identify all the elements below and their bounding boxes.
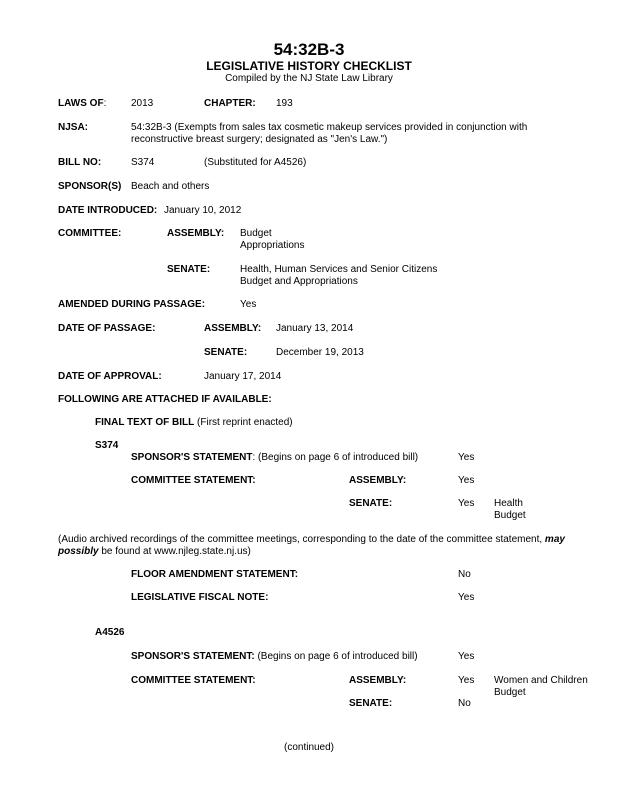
njsa-label: NJSA: bbox=[58, 122, 89, 133]
passage-senate-value: December 19, 2013 bbox=[276, 347, 364, 358]
sponsor-label: SPONSOR(S) bbox=[58, 181, 122, 192]
committee-assembly-1: Budget bbox=[240, 228, 272, 239]
sponsor-value: Beach and others bbox=[131, 181, 210, 192]
s374-assembly-label: ASSEMBLY: bbox=[349, 475, 407, 486]
final-text-note: (First reprint enacted) bbox=[197, 417, 293, 428]
committee-assembly-label: ASSEMBLY: bbox=[167, 228, 225, 239]
a4526-heading: A4526 bbox=[95, 627, 125, 638]
bill-no-label: BILL NO: bbox=[58, 157, 102, 168]
s374-committee-label: COMMITTEE STATEMENT: bbox=[131, 475, 256, 486]
amended-value: Yes bbox=[240, 299, 257, 310]
approval-value: January 17, 2014 bbox=[204, 371, 282, 382]
amended-label: AMENDED DURING PASSAGE: bbox=[58, 299, 206, 310]
a4526-senate-value: No bbox=[458, 698, 471, 709]
laws-of-label: LAWS OF: bbox=[58, 98, 107, 109]
committee-senate-label: SENATE: bbox=[167, 264, 211, 275]
bill-no-value: S374 bbox=[131, 157, 155, 168]
committee-senate-2: Budget and Appropriations bbox=[240, 276, 358, 287]
a4526-sponsor-value: Yes bbox=[458, 651, 475, 662]
a4526-assembly-committee-1: Women and Children bbox=[494, 675, 588, 686]
s374-sponsor-value: Yes bbox=[458, 452, 475, 463]
compiled-by: Compiled by the NJ State Law Library bbox=[225, 73, 393, 84]
committee-label: COMMITTEE: bbox=[58, 228, 122, 239]
date-introduced-label: DATE INTRODUCED: bbox=[58, 205, 158, 216]
chapter-value: 193 bbox=[276, 98, 293, 109]
audio-archive-note: (Audio archived recordings of the committee meetings, corresponding to the date of the committee statement, may possibly be found at www.njleg.state.nj.us) bbox=[58, 534, 565, 557]
passage-assembly-value: January 13, 2014 bbox=[276, 323, 354, 334]
chapter-label: CHAPTER: bbox=[204, 98, 256, 109]
a4526-assembly-committee-2: Budget bbox=[494, 687, 526, 698]
continued-footer: (continued) bbox=[283, 742, 335, 753]
s374-heading: S374 bbox=[95, 440, 119, 451]
s374-senate-committee-1: Health bbox=[494, 498, 523, 509]
page-subtitle: LEGISLATIVE HISTORY CHECKLIST bbox=[206, 59, 412, 73]
fiscal-note-value: Yes bbox=[458, 592, 475, 603]
fiscal-note-label: LEGISLATIVE FISCAL NOTE: bbox=[131, 592, 269, 603]
floor-amendment-value: No bbox=[458, 569, 471, 580]
page-title: 54:32B-3 bbox=[273, 40, 345, 59]
s374-senate-value: Yes bbox=[458, 498, 475, 509]
passage-label: DATE OF PASSAGE: bbox=[58, 323, 156, 334]
bill-substitution-note: (Substituted for A4526) bbox=[204, 157, 307, 168]
passage-senate-label: SENATE: bbox=[204, 347, 248, 358]
final-text-line bbox=[95, 417, 293, 429]
a4526-assembly-value: Yes bbox=[458, 675, 475, 686]
a4526-assembly-label: ASSEMBLY: bbox=[349, 675, 407, 686]
committee-assembly-2: Appropriations bbox=[240, 240, 305, 251]
floor-amendment-label: FLOOR AMENDMENT STATEMENT: bbox=[131, 569, 299, 580]
s374-assembly-value: Yes bbox=[458, 475, 475, 486]
passage-assembly-label: ASSEMBLY: bbox=[204, 323, 262, 334]
attached-heading: FOLLOWING ARE ATTACHED IF AVAILABLE: bbox=[58, 394, 272, 405]
laws-of-value: 2013 bbox=[131, 98, 154, 109]
final-text-label: FINAL TEXT OF BILL bbox=[95, 417, 195, 428]
s374-senate-committee-2: Budget bbox=[494, 510, 526, 521]
date-introduced-value: January 10, 2012 bbox=[164, 205, 242, 216]
a4526-committee-label: COMMITTEE STATEMENT: bbox=[131, 675, 256, 686]
a4526-sponsor-statement: SPONSOR'S STATEMENT: (Begins on page 6 of introduced bill) bbox=[131, 651, 418, 662]
a4526-senate-label: SENATE: bbox=[349, 698, 393, 709]
committee-senate-1: Health, Human Services and Senior Citizens bbox=[240, 264, 438, 275]
approval-label: DATE OF APPROVAL: bbox=[58, 371, 162, 382]
njsa-value: 54:32B-3 (Exempts from sales tax cosmetic makeup services provided in conjunction with reconstructive breast surgery; designated as "Jen's Law.") bbox=[131, 122, 528, 145]
s374-sponsor-statement: SPONSOR'S STATEMENT: (Begins on page 6 of introduced bill) bbox=[131, 452, 419, 463]
s374-senate-label: SENATE: bbox=[349, 498, 393, 509]
